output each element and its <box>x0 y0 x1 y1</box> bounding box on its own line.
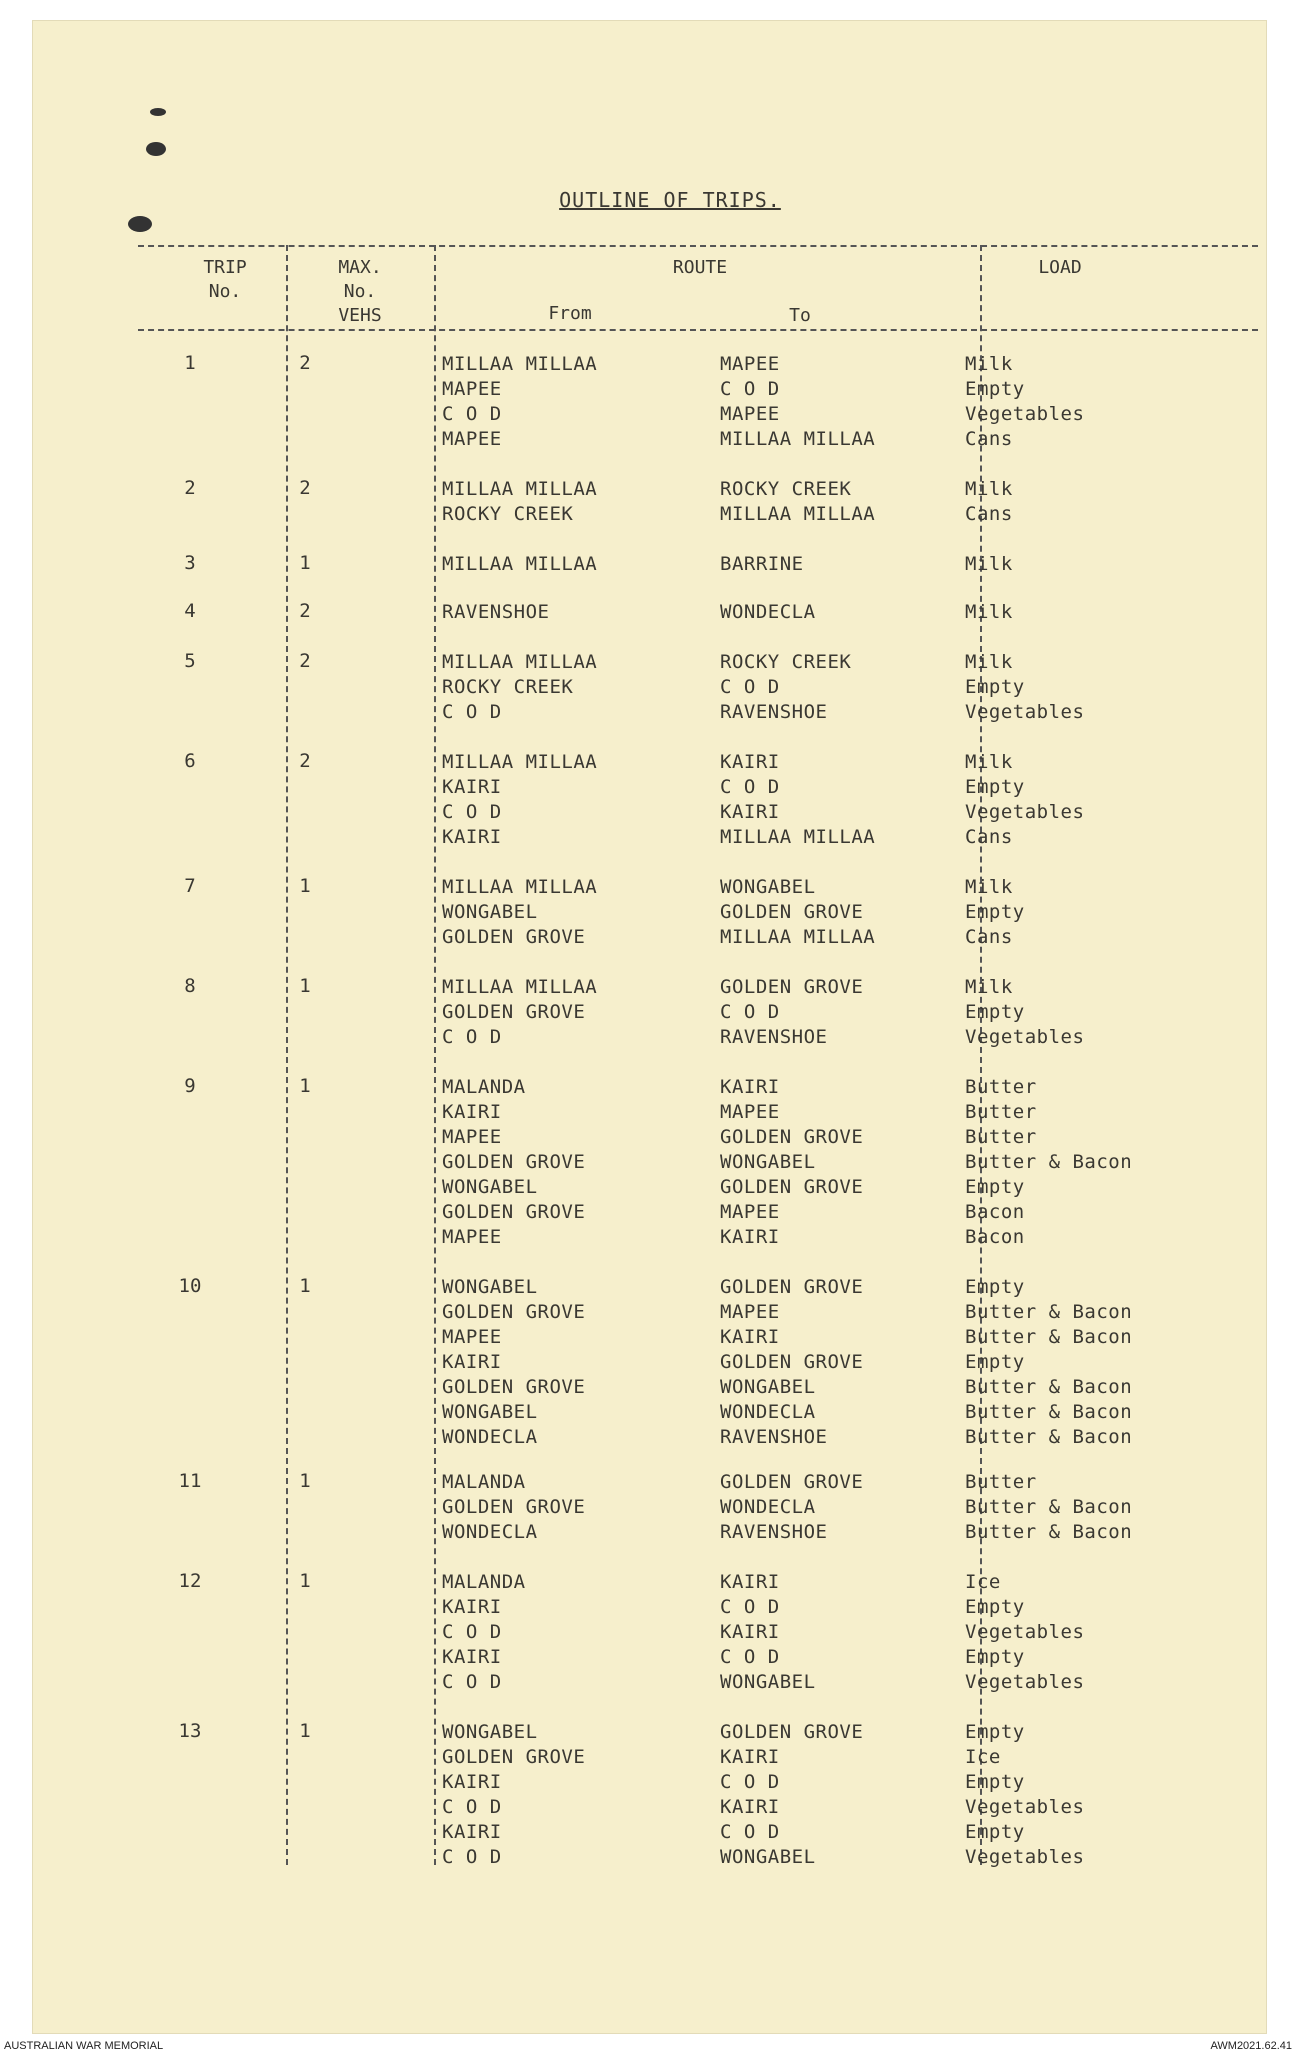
leg-to: WONGABEL <box>720 1846 816 1868</box>
leg-from: MAPEE <box>442 378 502 400</box>
leg-load: Empty <box>965 1721 1025 1743</box>
trip-number: 4 <box>184 600 196 622</box>
leg-from: C O D <box>442 701 502 723</box>
leg-load: Ice <box>965 1746 1001 1768</box>
leg-to: GOLDEN GROVE <box>720 901 864 923</box>
leg-to: KAIRI <box>720 1746 780 1768</box>
leg-load: Butter & Bacon <box>965 1326 1133 1348</box>
table-header-rule <box>138 329 1258 331</box>
punch-hole-mark <box>128 216 152 232</box>
route-to-column <box>720 1275 863 1450</box>
leg-from: KAIRI <box>442 1351 502 1373</box>
leg-from: C O D <box>442 403 502 425</box>
max-vehicles: 1 <box>299 1570 311 1592</box>
leg-load: Butter & Bacon <box>965 1376 1133 1398</box>
route-load-column <box>965 875 1025 950</box>
leg-load: Butter & Bacon <box>965 1301 1133 1323</box>
route-load-column <box>965 1275 1132 1450</box>
leg-to: MILLAA MILLAA <box>720 428 876 450</box>
leg-from: MILLAA MILLAA <box>442 751 598 773</box>
leg-load: Vegetables <box>965 701 1085 723</box>
leg-load: Butter & Bacon <box>965 1521 1133 1543</box>
leg-to: BARRINE <box>720 553 804 575</box>
leg-load: Butter & Bacon <box>965 1401 1133 1423</box>
max-vehicles: 1 <box>299 1720 311 1742</box>
leg-load: Vegetables <box>965 403 1085 425</box>
leg-load: Butter <box>965 1101 1037 1123</box>
leg-from: MILLAA MILLAA <box>442 553 598 575</box>
route-to-column <box>720 975 863 1050</box>
footer-left-text: AUSTRALIAN WAR MEMORIAL <box>4 2040 164 2052</box>
route-load-column <box>965 650 1084 725</box>
route-to-column <box>720 600 816 625</box>
leg-to: MAPEE <box>720 1301 780 1323</box>
leg-load: Butter & Bacon <box>965 1151 1133 1173</box>
leg-to: MAPEE <box>720 1101 780 1123</box>
route-to-column <box>720 875 875 950</box>
leg-load: Vegetables <box>965 1026 1085 1048</box>
route-from-column <box>442 1470 585 1545</box>
route-load-column <box>965 552 1013 577</box>
max-vehicles: 2 <box>299 352 311 374</box>
table-top-rule <box>138 245 1258 247</box>
leg-load: Empty <box>965 1351 1025 1373</box>
route-to-column <box>720 1075 863 1250</box>
route-from-column <box>442 552 597 577</box>
leg-load: Empty <box>965 901 1025 923</box>
leg-to: GOLDEN GROVE <box>720 976 864 998</box>
leg-load: Vegetables <box>965 1846 1085 1868</box>
header-route: ROUTE <box>672 257 728 278</box>
route-from-column <box>442 1075 585 1250</box>
leg-load: Empty <box>965 1771 1025 1793</box>
leg-load: Empty <box>965 1596 1025 1618</box>
leg-from: WONDECLA <box>442 1426 538 1448</box>
leg-to: KAIRI <box>720 1226 780 1248</box>
route-load-column <box>965 1470 1132 1545</box>
max-vehicles: 1 <box>299 975 311 997</box>
route-load-column <box>965 750 1084 850</box>
leg-from: MILLAA MILLAA <box>442 651 598 673</box>
leg-from: MALANDA <box>442 1571 526 1593</box>
leg-load: Milk <box>965 976 1013 998</box>
leg-from: C O D <box>442 1796 502 1818</box>
trip-number: 3 <box>184 552 196 574</box>
route-load-column <box>965 352 1084 452</box>
leg-to: KAIRI <box>720 751 780 773</box>
leg-from: WONGABEL <box>442 1276 538 1298</box>
leg-to: C O D <box>720 1771 780 1793</box>
leg-to: MILLAA MILLAA <box>720 826 876 848</box>
trip-number: 2 <box>184 477 196 499</box>
route-to-column <box>720 352 875 452</box>
leg-to: GOLDEN GROVE <box>720 1471 864 1493</box>
leg-load: Empty <box>965 1276 1025 1298</box>
route-to-column <box>720 750 875 850</box>
leg-from: MAPEE <box>442 428 502 450</box>
leg-to: GOLDEN GROVE <box>720 1126 864 1148</box>
leg-to: C O D <box>720 776 780 798</box>
max-vehicles: 1 <box>299 552 311 574</box>
leg-to: MILLAA MILLAA <box>720 503 876 525</box>
leg-to: C O D <box>720 1001 780 1023</box>
leg-load: Ice <box>965 1571 1001 1593</box>
trip-number: 1 <box>184 352 196 374</box>
leg-from: MAPEE <box>442 1226 502 1248</box>
leg-load: Bacon <box>965 1201 1025 1223</box>
route-load-column <box>965 600 1013 625</box>
leg-from: GOLDEN GROVE <box>442 1376 586 1398</box>
leg-from: MILLAA MILLAA <box>442 478 598 500</box>
trip-number: 8 <box>184 975 196 997</box>
max-vehicles: 2 <box>299 750 311 772</box>
leg-from: C O D <box>442 1621 502 1643</box>
leg-load: Milk <box>965 751 1013 773</box>
leg-from: ROCKY CREEK <box>442 503 574 525</box>
leg-to: KAIRI <box>720 1796 780 1818</box>
route-to-column <box>720 650 851 725</box>
route-load-column <box>965 1570 1084 1695</box>
max-vehicles: 1 <box>299 1075 311 1097</box>
header-from: From <box>548 303 592 324</box>
leg-load: Milk <box>965 601 1013 623</box>
leg-load: Empty <box>965 1001 1025 1023</box>
leg-from: GOLDEN GROVE <box>442 1746 586 1768</box>
max-vehicles: 1 <box>299 875 311 897</box>
leg-to: MAPEE <box>720 403 780 425</box>
leg-to: WONGABEL <box>720 1671 816 1693</box>
leg-from: KAIRI <box>442 1771 502 1793</box>
leg-load: Milk <box>965 876 1013 898</box>
leg-to: GOLDEN GROVE <box>720 1351 864 1373</box>
leg-from: WONGABEL <box>442 1176 538 1198</box>
route-to-column <box>720 1570 816 1695</box>
leg-to: WONDECLA <box>720 601 816 623</box>
leg-to: C O D <box>720 676 780 698</box>
leg-to: RAVENSHOE <box>720 1521 828 1543</box>
leg-to: RAVENSHOE <box>720 1026 828 1048</box>
max-vehicles: 1 <box>299 1275 311 1297</box>
leg-load: Butter & Bacon <box>965 1426 1133 1448</box>
leg-from: KAIRI <box>442 1596 502 1618</box>
trip-number: 7 <box>184 875 196 897</box>
leg-load: Butter & Bacon <box>965 1496 1133 1518</box>
route-to-column <box>720 1470 863 1545</box>
route-to-column <box>720 1720 863 1870</box>
leg-from: C O D <box>442 1846 502 1868</box>
leg-load: Bacon <box>965 1226 1025 1248</box>
route-from-column <box>442 875 597 950</box>
leg-load: Vegetables <box>965 1671 1085 1693</box>
leg-load: Milk <box>965 651 1013 673</box>
leg-from: MAPEE <box>442 1126 502 1148</box>
leg-load: Vegetables <box>965 1621 1085 1643</box>
leg-to: WONDECLA <box>720 1401 816 1423</box>
trip-number: 13 <box>178 1720 202 1742</box>
leg-load: Cans <box>965 503 1013 525</box>
leg-from: ROCKY CREEK <box>442 676 574 698</box>
leg-to: WONGABEL <box>720 1376 816 1398</box>
leg-from: MILLAA MILLAA <box>442 353 598 375</box>
leg-load: Empty <box>965 776 1025 798</box>
punch-hole-mark <box>150 108 166 116</box>
leg-load: Empty <box>965 378 1025 400</box>
route-from-column <box>442 477 597 527</box>
leg-from: KAIRI <box>442 1101 502 1123</box>
route-to-column <box>720 552 804 577</box>
trip-number: 9 <box>184 1075 196 1097</box>
leg-to: WONGABEL <box>720 1151 816 1173</box>
leg-to: C O D <box>720 378 780 400</box>
leg-from: MILLAA MILLAA <box>442 976 598 998</box>
leg-load: Empty <box>965 1176 1025 1198</box>
leg-load: Empty <box>965 1821 1025 1843</box>
document-title: OUTLINE OF TRIPS. <box>559 188 781 212</box>
leg-to: KAIRI <box>720 1621 780 1643</box>
leg-to: GOLDEN GROVE <box>720 1276 864 1298</box>
trip-number: 12 <box>178 1570 202 1592</box>
header-trip-no: TRIP No. <box>203 257 247 302</box>
leg-from: WONGABEL <box>442 1401 538 1423</box>
leg-load: Cans <box>965 926 1013 948</box>
leg-load: Cans <box>965 826 1013 848</box>
leg-from: GOLDEN GROVE <box>442 1151 586 1173</box>
max-vehicles: 2 <box>299 477 311 499</box>
route-load-column <box>965 1720 1084 1870</box>
leg-to: KAIRI <box>720 801 780 823</box>
leg-from: MILLAA MILLAA <box>442 876 598 898</box>
leg-to: C O D <box>720 1821 780 1843</box>
trip-number: 10 <box>178 1275 202 1297</box>
header-max-vehs: MAX. No. VEHS <box>338 257 382 326</box>
leg-from: C O D <box>442 801 502 823</box>
leg-to: GOLDEN GROVE <box>720 1176 864 1198</box>
leg-to: C O D <box>720 1646 780 1668</box>
leg-to: WONGABEL <box>720 876 816 898</box>
route-from-column <box>442 1275 585 1450</box>
route-load-column <box>965 975 1084 1050</box>
leg-from: KAIRI <box>442 1821 502 1843</box>
leg-to: KAIRI <box>720 1076 780 1098</box>
leg-from: GOLDEN GROVE <box>442 1001 586 1023</box>
leg-load: Butter <box>965 1126 1037 1148</box>
header-to: To <box>789 305 811 326</box>
leg-from: C O D <box>442 1026 502 1048</box>
footer-right-text: AWM2021.62.41 <box>1210 2040 1292 2052</box>
leg-from: KAIRI <box>442 1646 502 1668</box>
column-divider <box>434 245 436 1865</box>
leg-from: MALANDA <box>442 1471 526 1493</box>
trip-number: 6 <box>184 750 196 772</box>
leg-from: WONDECLA <box>442 1521 538 1543</box>
leg-from: KAIRI <box>442 776 502 798</box>
max-vehicles: 2 <box>299 600 311 622</box>
route-to-column <box>720 477 875 527</box>
leg-from: C O D <box>442 1671 502 1693</box>
route-load-column <box>965 1075 1132 1250</box>
route-from-column <box>442 650 597 725</box>
leg-to: RAVENSHOE <box>720 701 828 723</box>
leg-to: KAIRI <box>720 1326 780 1348</box>
leg-from: GOLDEN GROVE <box>442 1201 586 1223</box>
leg-from: WONGABEL <box>442 1721 538 1743</box>
leg-from: GOLDEN GROVE <box>442 1301 586 1323</box>
leg-to: MAPEE <box>720 353 780 375</box>
route-from-column <box>442 352 597 452</box>
header-load: LOAD <box>1038 257 1082 278</box>
leg-to: GOLDEN GROVE <box>720 1721 864 1743</box>
leg-to: KAIRI <box>720 1571 780 1593</box>
trip-number: 5 <box>184 650 196 672</box>
max-vehicles: 2 <box>299 650 311 672</box>
leg-to: RAVENSHOE <box>720 1426 828 1448</box>
route-from-column <box>442 600 549 625</box>
max-vehicles: 1 <box>299 1470 311 1492</box>
leg-to: WONDECLA <box>720 1496 816 1518</box>
leg-load: Milk <box>965 553 1013 575</box>
leg-load: Butter <box>965 1076 1037 1098</box>
leg-load: Vegetables <box>965 801 1085 823</box>
leg-from: GOLDEN GROVE <box>442 926 586 948</box>
leg-to: MAPEE <box>720 1201 780 1223</box>
route-from-column <box>442 975 597 1050</box>
leg-to: ROCKY CREEK <box>720 651 852 673</box>
leg-load: Milk <box>965 478 1013 500</box>
trip-number: 11 <box>178 1470 202 1492</box>
leg-to: C O D <box>720 1596 780 1618</box>
leg-from: RAVENSHOE <box>442 601 550 623</box>
leg-to: ROCKY CREEK <box>720 478 852 500</box>
leg-from: MALANDA <box>442 1076 526 1098</box>
leg-load: Empty <box>965 676 1025 698</box>
leg-load: Butter <box>965 1471 1037 1493</box>
leg-from: KAIRI <box>442 826 502 848</box>
leg-load: Cans <box>965 428 1013 450</box>
route-from-column <box>442 1720 585 1870</box>
leg-from: MAPEE <box>442 1326 502 1348</box>
leg-from: GOLDEN GROVE <box>442 1496 586 1518</box>
route-from-column <box>442 750 597 850</box>
route-load-column <box>965 477 1013 527</box>
leg-load: Milk <box>965 353 1013 375</box>
leg-load: Vegetables <box>965 1796 1085 1818</box>
route-from-column <box>442 1570 526 1695</box>
punch-hole-mark <box>146 142 166 156</box>
leg-from: WONGABEL <box>442 901 538 923</box>
leg-load: Empty <box>965 1646 1025 1668</box>
leg-to: MILLAA MILLAA <box>720 926 876 948</box>
